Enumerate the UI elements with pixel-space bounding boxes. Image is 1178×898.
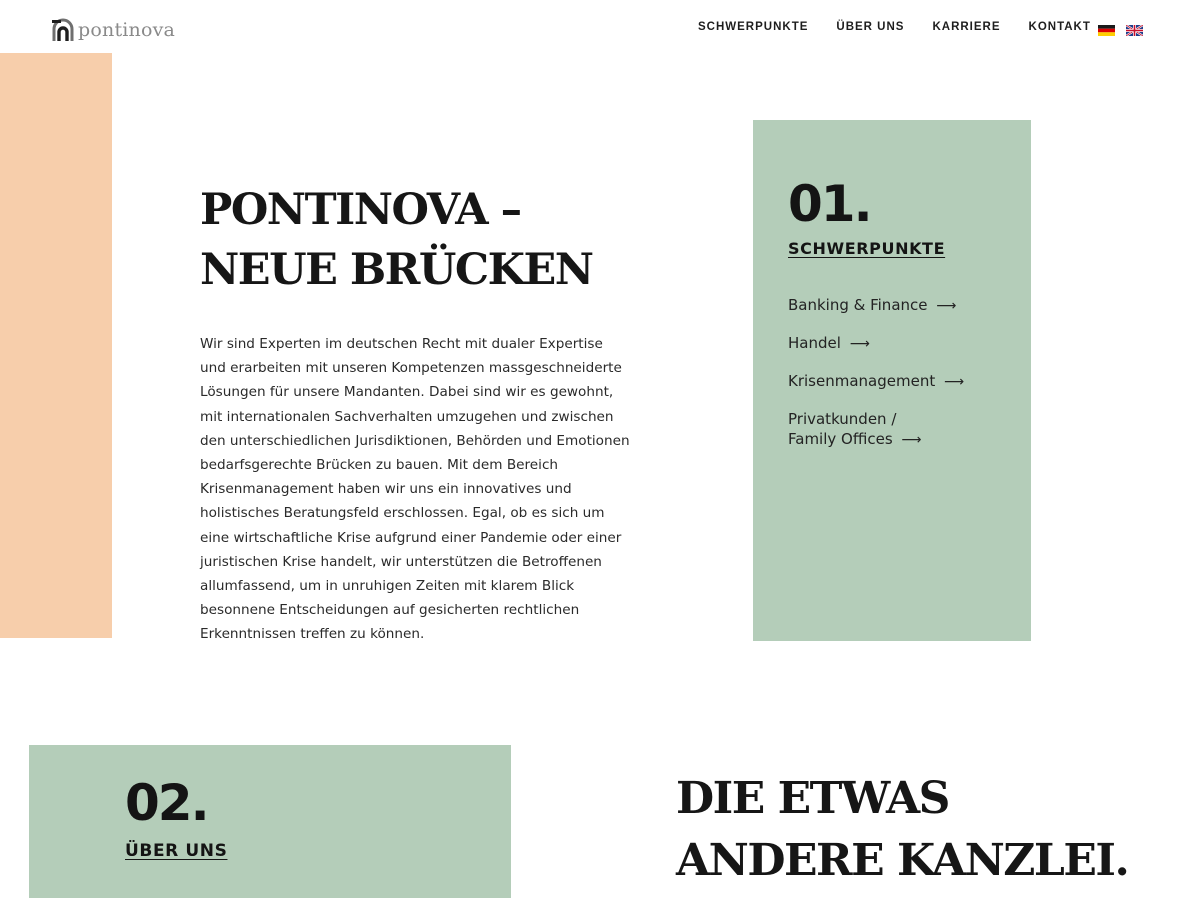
nav-kontakt[interactable]: KONTAKT — [1028, 21, 1091, 33]
hero-title-line2: NEUE BRÜCKEN — [200, 245, 593, 295]
focus-item-label: Handel — [788, 334, 841, 352]
focus-areas-card — [753, 120, 1031, 641]
claim-title-line2: ANDERE KANZLEI. — [676, 835, 1129, 886]
nav-karriere[interactable]: KARRIERE — [932, 21, 1001, 33]
focus-item-label-line1: Privatkunden / — [788, 410, 897, 428]
arrow-right-icon: ⟶ — [936, 298, 957, 314]
logo-text: pontinova — [78, 19, 176, 41]
claim-title — [676, 768, 1156, 892]
focus-card-number: 01. — [788, 175, 871, 233]
about-card-link[interactable]: ÜBER UNS — [125, 841, 228, 861]
focus-item-label-line2: Family Offices — [788, 430, 893, 448]
focus-item-label: Banking & Finance — [788, 296, 928, 314]
focus-list — [788, 295, 1018, 467]
arrow-right-icon: ⟶ — [943, 374, 965, 390]
hero-title — [200, 180, 620, 300]
language-switcher — [1098, 25, 1154, 36]
decorative-peach-bar — [0, 53, 112, 638]
focus-card-link[interactable]: SCHWERPUNKTE — [788, 239, 946, 258]
hero-title-line1: PONTINOVA – — [200, 185, 521, 235]
intro-text: Wir sind Experten im deutschen Recht mit dualer Expertise und erarbeiten mit unseren Kompetenzen massgeschneiderte Lösungen für unsere Mandanten. Dabei sind wir es gewohnt, mit internationalen Sachverhalten umzugehen und zwischen den unterschiedlichen Jurisdiktionen, Behörden und Emotionen bedarfsgerechte Brücken zu bauen. Mit dem Bereich Krisenmanagement haben wir uns ein innovatives und holistisches Beratungsfeld erschlossen. Egal, ob es sich um eine wirtschaftliche Krise aufgrund einer Pandemie oder einer juristischen Krise handelt, wir unterstützen die Betroffenen allumfassend, um in unruhigen Zeiten mit klarem Blick besonnene Entscheidungen auf gesicherten rechtlichen Erkenntnissen treffen zu können. — [200, 336, 630, 643]
focus-item-handel[interactable] — [788, 333, 1018, 354]
focus-item-label: Krisenmanagement — [788, 372, 936, 390]
bridge-logo-icon — [50, 17, 76, 43]
arrow-right-icon: ⟶ — [849, 336, 870, 352]
about-card — [29, 745, 511, 898]
nav-ueber-uns[interactable]: ÜBER UNS — [836, 21, 905, 33]
claim-title-line1: DIE ETWAS — [676, 773, 949, 824]
focus-item-krisenmanagement[interactable] — [788, 371, 1018, 392]
nav-schwerpunkte[interactable]: SCHWERPUNKTE — [698, 21, 809, 33]
flag-de-icon[interactable] — [1098, 25, 1115, 36]
main-nav — [698, 21, 1119, 33]
flag-gb-icon[interactable] — [1126, 25, 1143, 36]
arrow-right-icon: ⟶ — [901, 432, 922, 448]
focus-item-banking-finance[interactable] — [788, 295, 1018, 316]
about-card-number: 02. — [125, 774, 208, 832]
focus-item-privatkunden[interactable] — [788, 409, 1018, 450]
logo[interactable] — [50, 16, 175, 44]
